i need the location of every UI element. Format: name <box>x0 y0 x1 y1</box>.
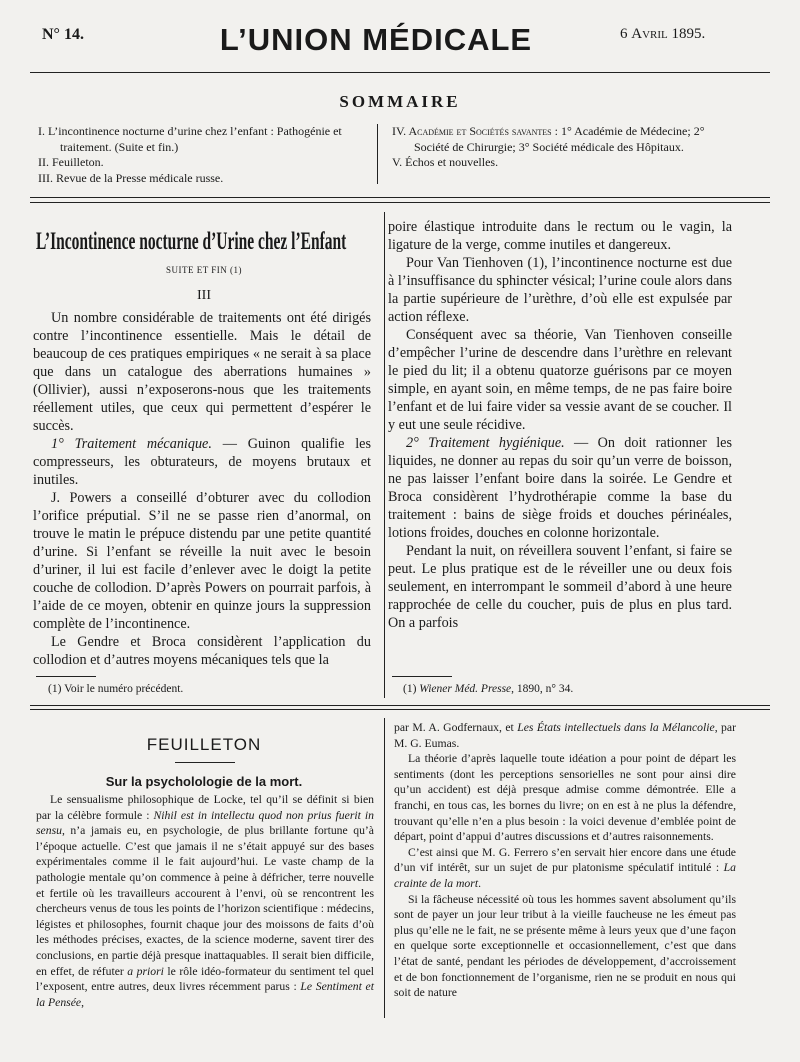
sommaire-item-5: V. Échos et nouvelles. <box>392 155 499 169</box>
right-footnote: (1) Wiener Méd. Presse, 1890, n° 34. <box>403 683 574 695</box>
feuilleton-paragraph: Si la fâcheuse nécessité où tous les hommes savent absolument qu’ils sont de payer un jour leur tribut à la vieille faucheuse ne les émeut pas plus qu’elle ne le fait, ne se présente même à leurs yeux que d’une façon en quelque sorte exceptionnelle et occasionnellement, c’est que dans l’état de santé, pendant les périodes de développement, d’accroissement et de bon fonctionnement de l’organisme, rien ne se produit en nous qui soit de nature <box>394 892 736 1000</box>
column-divider <box>384 212 385 698</box>
article-paragraph: Pendant la nuit, on réveillera souvent l’enfant, si faire se peut. Le plus pratique est de le réveiller une ou deux fois seulement, en interrompant le sommeil d’abord à une heure rapprochée de celle du coucher, puis de plus en plus tard. On a parfois <box>388 543 732 631</box>
feuilleton-paragraph: Le sensualisme philosophique de Locke, tel qu’il se définit si bien par la célèbre formule : Nihil est in intellectu quod non prius fuerit in sensu, n’a jamais eu, en psychologie, de plus brillante fortune qu’à l’époque actuelle. C’est que jamais il ne s’était appuyé sur des bases expérimentales comme il le fait aujourd’hui. Le vaste champ de la pathologie mentale qu’on commence à peine à défricher, terre nouvelle et fertile où les travailleurs accourent à l’envi, où se rencontrent les chercheurs venus de tous les points de l’horizon scientifique : médecins, légistes et philosophes, fournit chaque jour des moissons de faits d’où les méthodes précises, exactes, de la science moderne, savent tirer des conclusions, en partie déjà presque inattaquables. Il serait bien difficile, en effet, de réfuter a priori le rôle idéo-formateur du sentiment tel quel l’exposent, entre autres, deux livres récemment parus : Le Sentiment et la Pensée, <box>36 793 374 1009</box>
header-rule <box>30 72 770 73</box>
sommaire-item-4: IV. Académie et Sociétés savantes : 1° Académie de Médecine; 2° Société de Chirurgie; 3° Société médicale des Hôpitaux. <box>392 124 705 154</box>
sommaire-rule-top <box>30 197 770 198</box>
sommaire-item-3: III. Revue de la Presse médicale russe. <box>38 170 224 185</box>
article-paragraph: Un nombre considérable de traitements ont été dirigés contre l’incontinence essentielle. Mais le détail de beaucoup de ces pratiques empiriques « ne serait à sa place que dans un catalogue des aberrations humaines » (Ollivier), aussi n’exposerons-nous que les traitements réellement utiles, que ceux qui permettent d’espérer le succès. <box>33 310 371 434</box>
feuilleton-subtitle: Sur la psycholologie de la mort. <box>105 774 303 789</box>
article-right-column <box>388 218 732 632</box>
article-paragraph: Le Gendre et Broca considèrent l’application du collodion et d’autres moyens mécaniques tels que la <box>33 634 371 668</box>
article-paragraph: J. Powers a conseillé d’obturer avec du collodion l’orifice préputial. S’il ne se passe rien d’anormal, on trouve le matin le prépuce distendu par une petite quantité d’urine. Si l’enfant se réveille la nuit avec le besoin d’uriner, il lui est facile d’enlever avec le doigt la petite couche de collodion. D’après Powers on pourrait parfois, à l’aide de ce moyen, obtenir en quinze jours la suppression complète de l’incontinence. <box>33 490 371 632</box>
issue-date: 6 Avril 1895. <box>620 26 706 42</box>
feuilleton-right-column <box>394 720 736 1001</box>
feuilleton-rule-top <box>30 705 770 706</box>
feuilleton-paragraph: C’est ainsi que M. G. Ferrero s’en servait hier encore dans une étude d’un vif intérêt, sur un sujet de pur platonisme spéculatif intitulé : La crainte de la mort. <box>394 845 736 890</box>
article-subtitle: SUITE ET FIN (1) <box>165 265 243 275</box>
sommaire-divider <box>377 124 378 184</box>
article-paragraph: 1° Traitement mécanique. — Guinon qualifie les compresseurs, les obturateurs, de moyens brutaux et inutiles. <box>33 436 372 488</box>
article-paragraph: Conséquent avec sa théorie, Van Tienhoven conseille d’empêcher l’urine de descendre dans l’urèthre en relevant le pied du lit; il a obtenu quatorze guérisons par ce moyen simple, en ayant soin, en même temps, de ne pas faire boire l’enfant et de lui faire vider sa vessie avant de se coucher. Il y eut une seule récidive. <box>388 327 732 433</box>
sommaire-right <box>392 124 732 171</box>
section-number: III <box>197 288 211 303</box>
feuilleton-title-rule <box>175 762 235 763</box>
feuilleton-column-divider <box>384 718 385 1018</box>
right-footnote-rule <box>392 676 452 677</box>
left-footnote: (1) Voir le numéro précédent. <box>48 683 184 695</box>
sommaire-item-1: I. L’incontinence nocturne d’urine chez l’enfant : Pathogénie et traitement. (Suite et fin.) <box>38 124 342 154</box>
issue-number: N° 14. <box>42 26 84 43</box>
sommaire-title: SOMMAIRE <box>339 92 461 111</box>
article-paragraph: 2° Traitement hygiénique. — On doit rationner les liquides, ne donner au repas du soir qu’un verre de boisson, ne pas laisser l’enfant boire dans la soirée. Le Gendre et Broca considèrent l’hydrothérapie comme la base du traitement : bains de siège froids et douches périnéales, lotions froides, douches en colonne horizontale. <box>388 435 732 541</box>
article-paragraph: poire élastique introduite dans le rectum ou le vagin, la ligature de la verge, comme inutiles et dangereux. <box>388 219 732 253</box>
feuilleton-rule-bottom <box>30 709 770 710</box>
feuilleton-left-column <box>36 792 374 1010</box>
sommaire-left <box>38 124 368 186</box>
left-footnote-rule <box>36 676 96 677</box>
feuilleton-title: FEUILLETON <box>146 735 262 754</box>
journal-title: L’UNION MÉDICALE <box>219 22 533 57</box>
article-title: L’Incontinence nocturne d’Urine chez l’Enfant <box>36 228 347 255</box>
sommaire-rule-bottom <box>30 202 770 203</box>
article-paragraph: Pour Van Tienhoven (1), l’incontinence nocturne est due à l’insuffisance du sphincter vésical; l’urine coule alors dans la partie supérieure de l’urèthre, d’où elle est expulsée par action réflexe. <box>388 255 732 325</box>
sommaire-item-2: II. Feuilleton. <box>38 155 104 169</box>
feuilleton-paragraph: par M. A. Godfernaux, et Les États intellectuels dans la Mélancolie, par M. G. Eumas. <box>394 721 736 750</box>
article-left-column <box>33 309 371 669</box>
feuilleton-paragraph: La théorie d’après laquelle toute idéation a pour point de départ les sentiments (dont les perceptions sensorielles ne sont pour ainsi dire qu’un accident) est déjà presque admise comme démontrée. Elle a franchi, en tous cas, les bornes du livre; on en est à ne plus la défendre, trouvant qu’elle n’en a plus besoin : la voici devenue d’emblée point de départ, point d’appui d’autres discussions et d’autres raisonnements. <box>394 752 736 844</box>
